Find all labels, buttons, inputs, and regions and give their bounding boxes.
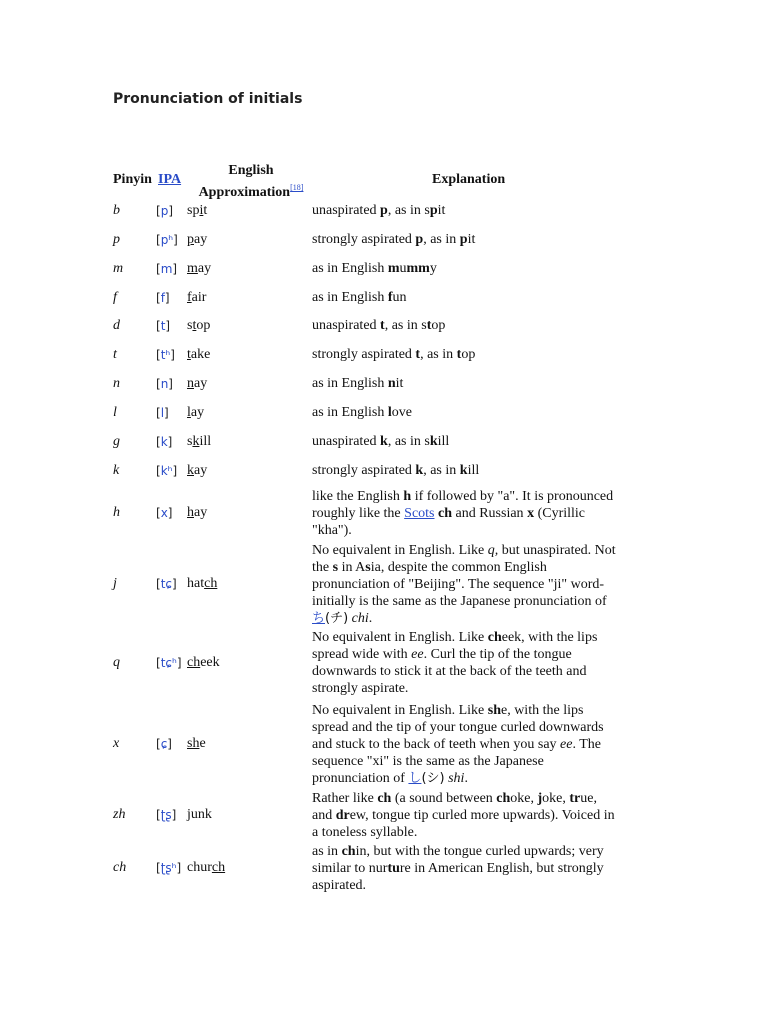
text-segment: e, with the lips <box>500 702 584 718</box>
text-segment: ch <box>487 630 502 645</box>
bracket-open: [ <box>156 262 161 276</box>
text-segment: ove <box>391 405 412 420</box>
text-segment: . <box>464 770 468 786</box>
bracket-open: [ <box>156 348 161 362</box>
ipa-cell <box>156 405 169 422</box>
text-segment: downwards to stick it at the back of the teeth and <box>312 664 587 679</box>
inline-link[interactable]: Scots <box>404 505 435 521</box>
text-segment: sh <box>487 702 501 718</box>
text-segment: p <box>459 232 468 247</box>
explanation-line <box>312 610 632 627</box>
text-segment: mm <box>406 261 430 276</box>
text-segment: q, <box>487 542 499 558</box>
text-segment: ay <box>194 376 208 391</box>
text-segment: as in English <box>312 261 388 276</box>
ipa-cell <box>156 655 182 672</box>
text-segment: k <box>187 463 194 478</box>
text-segment: strongly aspirated <box>312 232 416 247</box>
explanation-line <box>312 843 632 860</box>
text-segment: ch <box>438 505 452 521</box>
bracket-close: ] <box>168 204 173 218</box>
text-segment: sh <box>187 736 200 751</box>
ipa-cell <box>156 576 177 593</box>
text-segment: ia, despite the common English <box>370 559 547 575</box>
text-segment: unk <box>190 807 212 822</box>
text-segment: op <box>431 318 446 333</box>
bracket-open: [ <box>156 464 161 478</box>
english-approximation-cell <box>187 289 206 306</box>
text-segment: , as in <box>423 232 460 247</box>
bracket-close: ] <box>167 435 173 449</box>
text-segment: but unaspirated. Not <box>498 542 616 558</box>
explanation-cell <box>312 404 632 421</box>
text-segment: k <box>415 463 424 478</box>
text-segment: , as in s <box>387 203 430 218</box>
text-segment: No equivalent in English. Like <box>312 542 488 558</box>
explanation-line <box>312 790 632 807</box>
text-segment: oke, <box>542 790 570 806</box>
explanation-cell <box>312 260 632 277</box>
pinyin-cell: x <box>113 736 120 751</box>
explanation-cell <box>312 289 632 306</box>
text-segment: "kha"). <box>312 522 352 538</box>
text-segment: strongly aspirated <box>312 347 416 362</box>
header-english-line1: English <box>228 163 274 178</box>
text-segment: ew, tongue tip curled more upwards). Voiced in <box>349 807 615 823</box>
text-segment: unaspirated <box>312 434 381 449</box>
bracket-close: ] <box>172 464 178 478</box>
explanation-cell <box>312 488 632 539</box>
text-segment: it <box>395 376 404 391</box>
text-segment: j <box>187 807 191 822</box>
ipa-link[interactable]: ɕ <box>160 737 168 751</box>
text-segment: op <box>461 347 476 362</box>
ipa-link[interactable]: l <box>160 406 165 420</box>
text-segment: the <box>312 559 333 575</box>
pinyin-cell: m <box>113 261 124 276</box>
explanation-line <box>312 542 632 559</box>
explanation-line <box>312 522 632 539</box>
ipa-cell <box>156 505 172 522</box>
ipa-link[interactable]: kʰ <box>160 464 173 478</box>
bracket-close: ] <box>167 737 172 751</box>
pinyin-cell: ch <box>113 860 127 875</box>
ipa-link[interactable]: ʈʂ <box>160 808 172 822</box>
ipa-link[interactable]: tɕ <box>160 577 172 591</box>
text-segment: ch <box>377 790 392 806</box>
explanation-line <box>312 680 632 697</box>
text-segment: f <box>187 290 192 305</box>
text-segment: t <box>187 347 191 362</box>
bracket-close: ] <box>168 377 173 391</box>
text-segment: if followed by "a". It is pronounced <box>411 488 614 504</box>
text-segment: air <box>191 290 207 305</box>
explanation-line <box>312 824 632 841</box>
ipa-link[interactable]: k <box>160 435 168 449</box>
ipa-cell <box>156 347 175 364</box>
text-segment: as in <box>312 843 342 859</box>
ipa-link[interactable]: ʈʂʰ <box>160 861 177 875</box>
text-segment: p <box>415 232 424 247</box>
text-segment: ee <box>411 647 424 662</box>
text-segment: (a sound between <box>391 790 497 806</box>
explanation-line <box>312 663 632 680</box>
ipa-link[interactable]: pʰ <box>160 233 174 247</box>
explanation-line <box>312 505 632 522</box>
text-segment: No equivalent in English. Like <box>312 630 488 645</box>
section-heading: Pronunciation of initials <box>113 91 303 107</box>
text-segment: it <box>437 203 446 218</box>
text-segment: shi <box>448 770 465 786</box>
text-segment: strongly aspirated <box>312 463 416 478</box>
explanation-line <box>312 646 632 663</box>
explanation-line <box>312 559 632 576</box>
text-segment: ill <box>467 463 480 478</box>
bracket-close: ] <box>172 262 178 276</box>
pinyin-cell: k <box>113 463 120 478</box>
text-segment: eek, with the lips <box>501 630 598 645</box>
text-segment: s <box>365 559 371 575</box>
text-segment: ee <box>560 736 573 752</box>
text-segment: sequence "xi" is the same as the Japanese <box>312 753 544 769</box>
text-segment: i <box>199 203 204 218</box>
bracket-open: [ <box>156 377 161 391</box>
bracket-open: [ <box>156 506 161 520</box>
text-segment: k <box>459 463 468 478</box>
bracket-close: ] <box>171 808 177 822</box>
text-segment: in, but with the tongue curled upwards; very <box>355 843 604 859</box>
text-segment: ch <box>204 576 218 591</box>
text-segment: . <box>368 610 373 626</box>
text-segment: n <box>387 376 396 391</box>
english-approximation-cell <box>187 375 207 392</box>
text-segment: h <box>403 488 412 504</box>
explanation-cell <box>312 202 632 219</box>
text-segment: tr <box>569 790 581 806</box>
text-segment: strongly aspirate. <box>312 681 409 696</box>
text-segment: l <box>387 405 392 420</box>
pinyin-cell: n <box>113 376 120 391</box>
english-approximation-cell <box>187 859 225 876</box>
text-segment: similar to nur <box>312 860 388 876</box>
text-segment: and stuck to the back of teeth when you say <box>312 736 561 752</box>
explanation-line <box>312 753 632 770</box>
ipa-cell <box>156 860 181 877</box>
text-segment: ch <box>496 790 511 806</box>
text-segment: oke, <box>510 790 538 806</box>
header-explanation: Explanation <box>432 172 506 187</box>
text-segment: s <box>332 559 339 575</box>
header-ipa-link[interactable]: IPA <box>158 172 182 187</box>
text-segment: l <box>187 405 191 420</box>
text-segment: (Cyrillic <box>534 505 585 521</box>
english-approximation-cell <box>187 575 217 592</box>
text-segment: hat <box>187 576 205 591</box>
pinyin-cell: p <box>113 232 120 247</box>
text-segment: No equivalent in English. Like <box>312 702 488 718</box>
bracket-open: [ <box>156 656 161 670</box>
pinyin-cell: j <box>113 576 117 591</box>
text-segment: and Russian <box>452 505 528 521</box>
text-segment: op <box>196 318 211 333</box>
english-approximation-cell <box>187 806 212 823</box>
explanation-cell <box>312 629 632 697</box>
pinyin-cell: q <box>113 655 120 670</box>
bracket-open: [ <box>156 406 161 420</box>
pinyin-cell: t <box>113 347 117 362</box>
ipa-link[interactable]: p <box>160 204 169 218</box>
explanation-cell <box>312 346 632 363</box>
ipa-cell <box>156 290 170 307</box>
text-segment: t <box>380 318 385 333</box>
text-segment: , as in s <box>384 318 427 333</box>
bracket-open: [ <box>156 204 161 218</box>
text-segment: pronunciation of "Beijing". The sequence "ji" word- <box>312 576 605 592</box>
text-segment: tu <box>387 860 400 876</box>
explanation-line <box>312 736 632 753</box>
text-segment: chi <box>351 610 369 626</box>
bracket-open: [ <box>156 861 161 875</box>
explanation-line <box>312 860 632 877</box>
text-segment: j <box>537 790 543 806</box>
english-approximation-cell <box>187 202 207 219</box>
reference-link[interactable]: [18] <box>290 183 304 192</box>
text-segment: . Curl the tip of the tongue <box>423 647 572 662</box>
text-segment: t <box>426 318 432 333</box>
text-segment: p <box>429 203 438 218</box>
ipa-link[interactable]: n <box>160 377 169 391</box>
inline-link[interactable]: し <box>408 770 422 786</box>
text-segment: pronunciation of <box>312 770 409 786</box>
text-segment: it <box>467 232 476 247</box>
text-segment: as in English <box>312 376 388 391</box>
header-pinyin: Pinyin <box>113 172 152 187</box>
english-approximation-cell <box>187 404 204 421</box>
text-segment: s <box>187 434 193 449</box>
text-segment: ch <box>341 843 356 859</box>
english-approximation-cell <box>187 735 206 752</box>
pinyin-cell: g <box>113 434 120 449</box>
bracket-open: [ <box>156 435 161 449</box>
text-segment: m <box>387 261 400 276</box>
explanation-line <box>312 488 632 505</box>
ipa-cell <box>156 434 172 451</box>
explanation-cell <box>312 231 632 248</box>
explanation-cell <box>312 702 632 787</box>
text-segment: as in English <box>312 290 388 305</box>
explanation-line <box>312 702 632 719</box>
ipa-cell <box>156 203 173 220</box>
ipa-link[interactable]: tɕʰ <box>160 656 177 670</box>
ipa-link[interactable]: t <box>160 319 166 333</box>
english-approximation-cell <box>187 504 207 521</box>
bracket-open: [ <box>156 737 161 751</box>
text-segment: h <box>187 505 194 520</box>
bracket-open: [ <box>156 319 161 333</box>
bracket-open: [ <box>156 577 161 591</box>
pinyin-cell: d <box>113 318 120 333</box>
header-english-line2 <box>191 179 311 201</box>
bracket-close: ] <box>173 233 178 247</box>
text-segment: ay <box>194 463 208 478</box>
explanation-cell <box>312 790 632 841</box>
text-segment: ay <box>197 261 212 276</box>
text-segment: t <box>456 347 462 362</box>
text-segment: ue, <box>580 790 597 806</box>
english-approximation-cell <box>187 433 211 450</box>
text-segment: sp <box>187 203 200 218</box>
explanation-cell <box>312 433 632 450</box>
bracket-close: ] <box>165 319 171 333</box>
bracket-close: ] <box>167 506 173 520</box>
text-segment: a toneless syllable. <box>312 824 418 840</box>
text-segment: . The <box>572 736 601 752</box>
text-segment: in A <box>338 559 366 575</box>
text-segment: (チ) <box>325 610 349 626</box>
text-segment: roughly like the <box>312 505 405 521</box>
text-segment: un <box>392 290 407 305</box>
text-segment: p <box>187 232 194 247</box>
text-segment: eek <box>200 655 220 670</box>
bracket-close: ] <box>176 861 182 875</box>
ipa-link[interactable]: tʰ <box>160 348 171 362</box>
text-segment: as in English <box>312 405 388 420</box>
text-segment: k <box>380 434 388 449</box>
ipa-cell <box>156 807 176 824</box>
ipa-link[interactable]: f <box>160 291 165 305</box>
explanation-line <box>312 629 632 646</box>
text-segment: ch <box>187 655 201 670</box>
text-segment: re in American English, but strongly <box>399 860 604 876</box>
pinyin-cell: f <box>113 290 117 305</box>
bracket-open: [ <box>156 808 161 822</box>
text-segment: and <box>312 807 336 823</box>
text-segment: k <box>192 434 200 449</box>
text-segment: y <box>429 261 437 276</box>
header-english-line2-text: Approximation <box>198 185 291 200</box>
text-segment: like the English <box>312 488 404 504</box>
explanation-cell <box>312 375 632 392</box>
ipa-link[interactable]: m <box>160 262 173 276</box>
text-segment: aspirated. <box>312 877 367 893</box>
bracket-close: ] <box>172 577 177 591</box>
explanation-line <box>312 770 632 787</box>
ipa-cell <box>156 376 173 393</box>
ipa-cell <box>156 318 170 335</box>
english-approximation-cell <box>187 654 220 671</box>
text-segment: unaspirated <box>312 318 381 333</box>
text-segment: s <box>187 318 193 333</box>
text-segment: ill <box>437 434 450 449</box>
explanation-line <box>312 719 632 736</box>
text-segment: n <box>187 376 194 391</box>
text-segment: ch <box>211 860 226 875</box>
english-approximation-cell <box>187 231 207 248</box>
text-segment: t <box>192 318 197 333</box>
ipa-cell <box>156 736 172 753</box>
english-approximation-cell <box>187 346 210 363</box>
text-segment: , as in <box>423 463 460 478</box>
english-approximation-cell <box>187 462 207 479</box>
explanation-line <box>312 877 632 894</box>
text-segment: dr <box>335 807 350 823</box>
text-segment: x <box>527 505 535 521</box>
bracket-close: ] <box>176 656 182 670</box>
text-segment: , as in s <box>387 434 430 449</box>
explanation-cell <box>312 843 632 894</box>
explanation-cell <box>312 317 632 334</box>
text-segment: ake <box>190 347 211 362</box>
explanation-line <box>312 593 632 610</box>
ipa-cell <box>156 261 177 278</box>
bracket-close: ] <box>164 291 170 305</box>
pinyin-cell: l <box>113 405 117 420</box>
text-segment: f <box>387 290 393 305</box>
explanation-cell <box>312 462 632 479</box>
text-segment: spread wide with <box>312 647 412 662</box>
text-segment: (シ) <box>421 770 445 786</box>
text-segment: ill <box>199 434 212 449</box>
text-segment: k <box>429 434 438 449</box>
explanation-line <box>312 576 632 593</box>
header-english-approximation <box>191 162 311 201</box>
text-segment: chur <box>187 860 212 875</box>
bracket-open: [ <box>156 233 161 247</box>
inline-link[interactable]: ち <box>312 610 326 626</box>
pinyin-cell: zh <box>113 807 126 822</box>
text-segment: t <box>415 347 421 362</box>
text-segment: p <box>380 203 388 218</box>
bracket-close: ] <box>170 348 175 362</box>
text-segment: t <box>203 203 208 218</box>
text-segment: ay <box>190 405 205 420</box>
english-approximation-cell <box>187 317 210 334</box>
text-segment: m <box>187 261 198 276</box>
text-segment: e <box>199 736 206 751</box>
english-approximation-cell <box>187 260 211 277</box>
ipa-cell <box>156 463 177 480</box>
text-segment: spread and the tip of your tongue curled downwards <box>312 719 604 735</box>
text-segment: u <box>399 261 407 276</box>
text-segment: unaspirated <box>312 203 381 218</box>
text-segment: , as in <box>420 347 457 362</box>
text-segment: ay <box>194 232 208 247</box>
explanation-cell <box>312 542 632 627</box>
pinyin-cell: h <box>113 505 120 520</box>
text-segment: Rather like <box>312 790 378 806</box>
ipa-link[interactable]: x <box>160 506 168 520</box>
bracket-open: [ <box>156 291 161 305</box>
text-segment: ay <box>194 505 208 520</box>
bracket-close: ] <box>164 406 169 420</box>
ipa-cell <box>156 232 178 249</box>
explanation-line <box>312 807 632 824</box>
pinyin-cell: b <box>113 203 120 218</box>
text-segment: initially is the same as the Japanese pronunciation of <box>312 593 607 609</box>
